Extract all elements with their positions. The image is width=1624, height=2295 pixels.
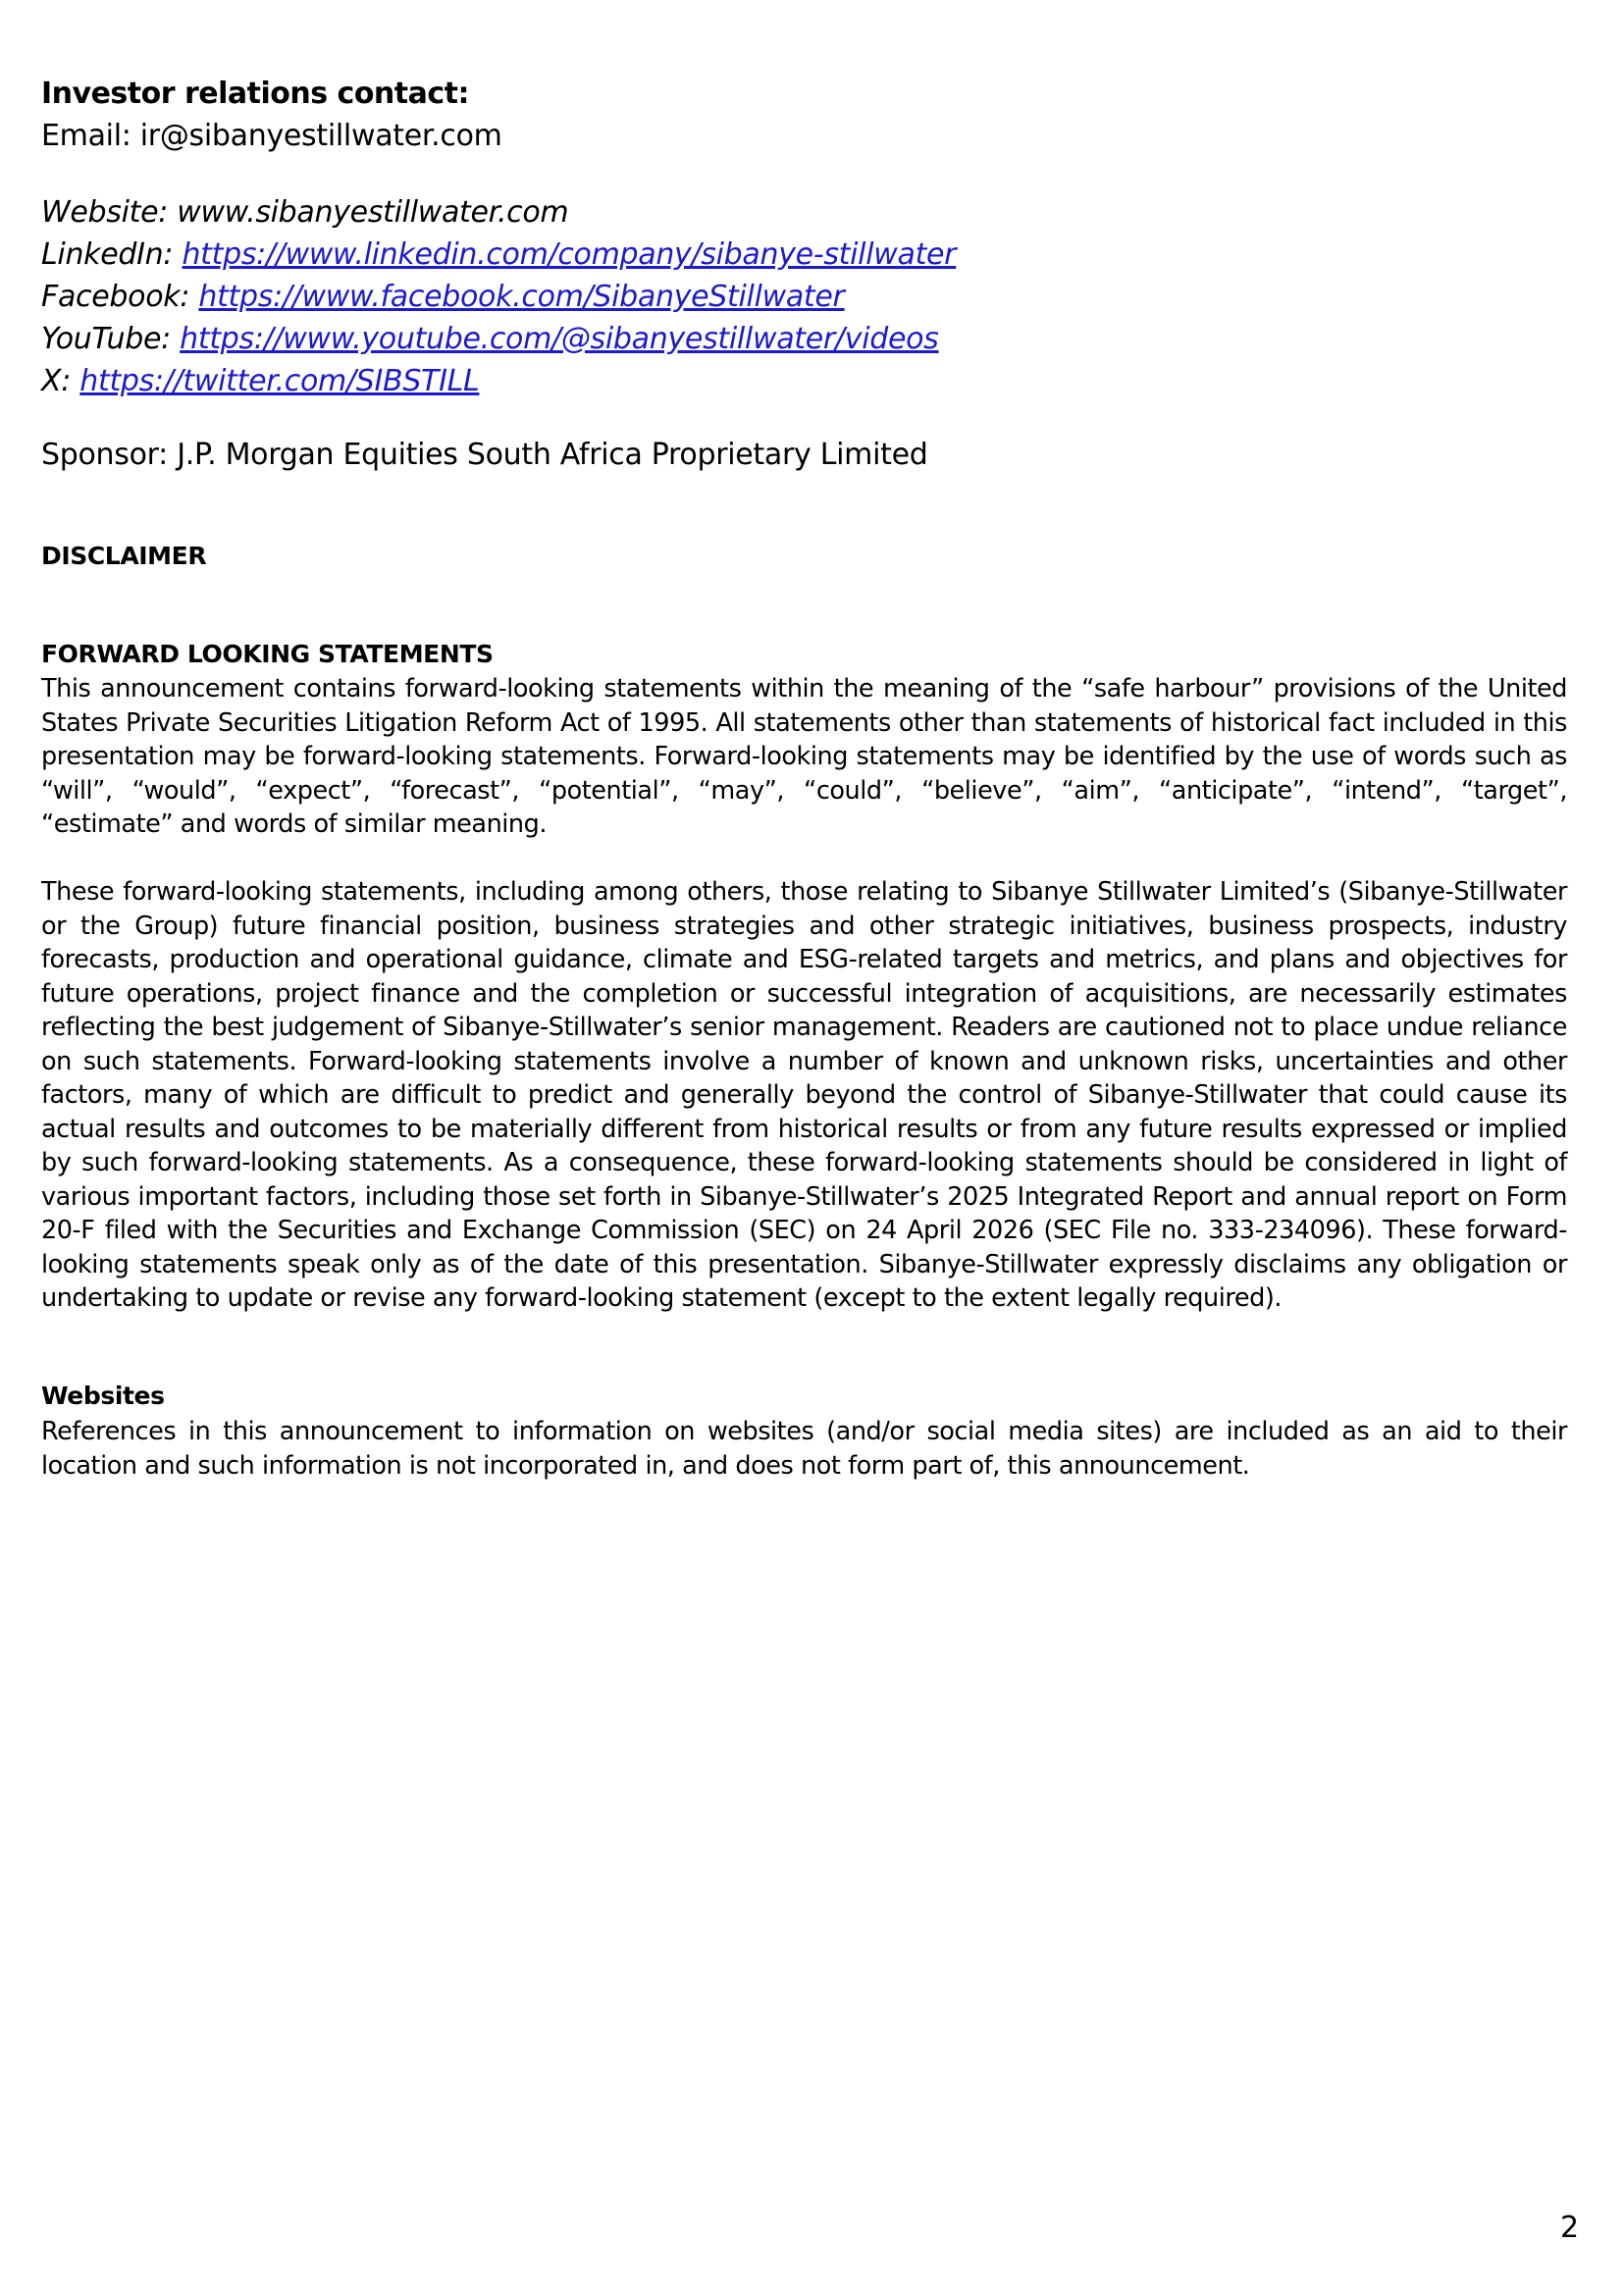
website-line: Website: www.sibanyestillwater.com [41, 195, 569, 230]
x-line [41, 360, 956, 402]
youtube-link[interactable]: https://www.youtube.com/@sibanyestillwater/videos [180, 322, 939, 356]
websites-paragraph: References in this announcement to information on websites (and/or social media sites) are included as an aid to their location and such information is not incorporated in, and does not form part of, this announcement. [41, 1417, 1567, 1481]
linkedin-line [41, 234, 956, 276]
youtube-label: YouTube: [41, 322, 181, 356]
page-number: 2 [1560, 2211, 1580, 2245]
forward-looking-heading: FORWARD LOOKING STATEMENTS [41, 640, 494, 668]
youtube-line [41, 318, 956, 360]
investor-contact-heading: Investor relations contact: [41, 77, 469, 111]
facebook-label: Facebook: [41, 280, 199, 314]
websites-heading: Websites [41, 1382, 165, 1410]
x-label: X: [41, 364, 80, 398]
x-link[interactable]: https://twitter.com/SIBSTILL [79, 364, 480, 398]
sponsor-line: Sponsor: J.P. Morgan Equities South Africa Proprietary Limited [41, 438, 928, 472]
linkedin-link[interactable]: https://www.linkedin.com/company/sibanye-stillwater [182, 237, 957, 272]
disclaimer-heading: DISCLAIMER [41, 542, 207, 570]
forward-looking-paragraph-1: This announcement contains forward-looking statements within the meaning of the “safe harbour” provisions of the United States Private Securities Litigation Reform Act of 1995. All statements other than statements of historical fact included in this presentation may be forward-looking statements. Forward-looking statements may be identified by the use of words such as “will”, “would”, “expect”, “forecast”, “potential”, “may”, “could”, “believe”, “aim”, “anticipate”, “intend”, “target”, “estimate” and words of similar meaning. [41, 674, 1567, 839]
forward-looking-paragraph-2: These forward-looking statements, including among others, those relating to Sibanye Stillwater Limited’s (Sibanye-Stillwater or the Group) future financial position, business strategies and other strategic initiatives, business prospects, industry forecasts, production and operational guidance, climate and ESG-related targets and metrics, and plans and objectives for future operations, project finance and the completion or successful integration of acquisitions, are necessarily estimates reflecting the best judgement of Sibanye-Stillwater’s senior management. Readers are cautioned not to place undue reliance on such statements. Forward-looking statements involve a number of known and unknown risks, uncertainties and other factors, many of which are difficult to predict and generally beyond the control of Sibanye-Stillwater that could cause its actual results and outcomes to be materially different from historical results or from any future results expressed or implied by such forward-looking statements. As a consequence, these forward-looking statements should be considered in light of various important factors, including those set forth in Sibanye-Stillwater’s 2025 Integrated Report and annual report on Form 20-F filed with the Securities and Exchange Commission (SEC) on 24 April 2026 (SEC File no. 333-234096). These forward-looking statements speak only as of the date of this presentation. Sibanye-Stillwater expressly disclaims any obligation or undertaking to update or revise any forward-looking statement (except to the extent legally required). [41, 877, 1567, 1313]
linkedin-label: LinkedIn: [41, 237, 183, 272]
investor-contact-email: Email: ir@sibanyestillwater.com [41, 119, 502, 153]
facebook-link[interactable]: https://www.facebook.com/SibanyeStillwater [198, 280, 845, 314]
facebook-line [41, 276, 956, 318]
social-links [41, 191, 956, 402]
